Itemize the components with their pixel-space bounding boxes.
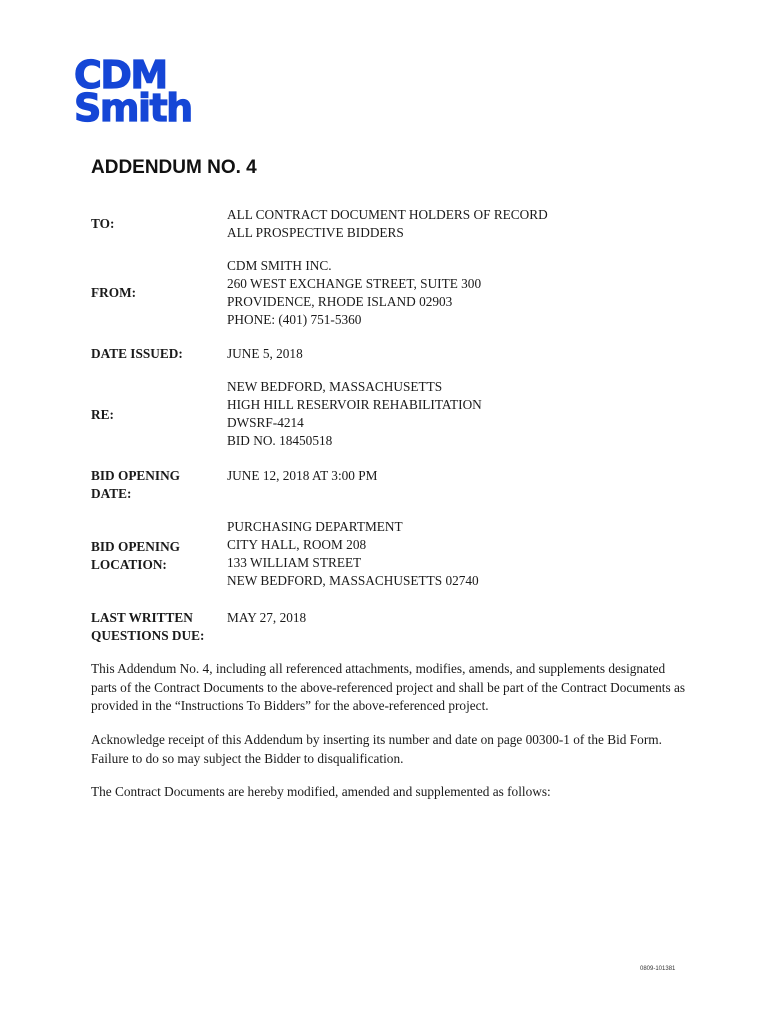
logo-line-smith: Smith <box>74 86 192 130</box>
body-paragraph-acknowledge: Acknowledge receipt of this Addendum by inserting its number and date on page 00300-1 of the Bid Form. Failure to do so may subject the Bidder to disqualification. <box>91 732 662 766</box>
field-bid-opening-location-label: BID OPENING LOCATION: <box>91 539 181 572</box>
field-date-issued-value: JUNE 5, 2018 <box>227 346 303 361</box>
field-last-questions-due-value: MAY 27, 2018 <box>227 610 307 625</box>
field-re-value: NEW BEDFORD, MASSACHUSETTS HIGH HILL RESERVOIR REHABILITATION DWSRF-4214 BID NO. 18450518 <box>227 379 482 448</box>
field-bid-opening-location-value: PURCHASING DEPARTMENT CITY HALL, ROOM 208 133 WILLIAM STREET NEW BEDFORD, MASSACHUSETTS 02740 <box>227 519 479 588</box>
field-last-questions-due-label: LAST WRITTEN QUESTIONS DUE: <box>91 610 205 643</box>
field-from-label: FROM: <box>91 285 137 300</box>
field-bid-opening-date-label: BID OPENING DATE: <box>91 468 181 501</box>
field-date-issued-label: DATE ISSUED: <box>91 346 183 361</box>
field-to-label: TO: <box>91 216 115 231</box>
page-title: ADDENDUM NO. 4 <box>91 157 257 178</box>
field-from-value: CDM SMITH INC. 260 WEST EXCHANGE STREET, SUITE 300 PROVIDENCE, RHODE ISLAND 02903 PHONE: (401) 751-5360 <box>227 258 482 327</box>
logo-line-cdm: CDM <box>74 53 167 97</box>
body-paragraph-modifications: The Contract Documents are hereby modified, amended and supplemented as follows: <box>91 784 551 799</box>
field-to-value: ALL CONTRACT DOCUMENT HOLDERS OF RECORD ALL PROSPECTIVE BIDDERS <box>227 207 548 240</box>
cdm-smith-logo <box>74 53 234 130</box>
field-re-label: RE: <box>91 407 114 422</box>
field-bid-opening-date-value: JUNE 12, 2018 AT 3:00 PM <box>227 468 378 483</box>
body-paragraph-scope: This Addendum No. 4, including all referenced attachments, modifies, amends, and supplements designated parts of the Contract Documents to the above-referenced project and shall be part of the Contract Documents as provided in the “Instructions To Bidders” for the above-referenced project. <box>91 661 686 713</box>
document-code: 0809-101381 <box>640 966 676 972</box>
